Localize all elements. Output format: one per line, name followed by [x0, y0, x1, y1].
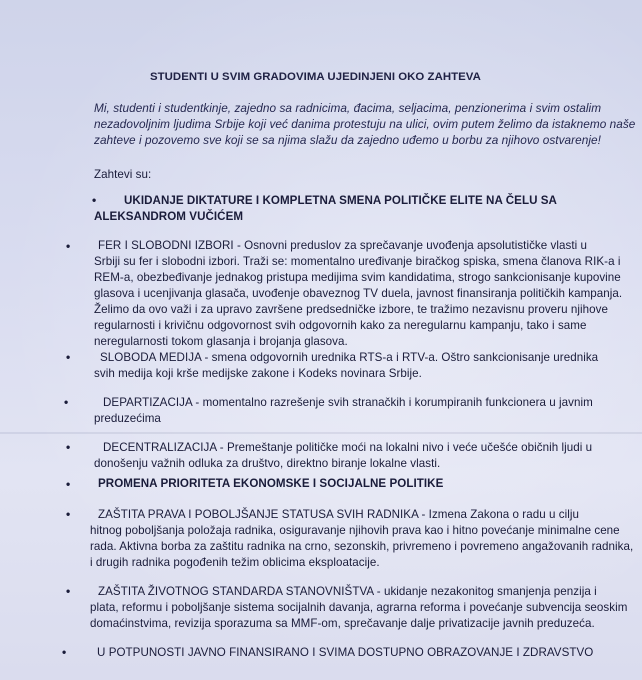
intro-line-3: zahteve i pozovemo sve koji se sa njima slažu da zajedno uđemo u borbu za njihovo ostvarenje!: [94, 133, 601, 147]
section1-heading-line-2: ALEKSANDROM VUČIĆEM: [94, 210, 244, 223]
item-izbori-line-1: FER I SLOBODNI IZBORI - Osnovni preduslov za sprečavanje uvođenja apsolutističke vlasti u: [98, 239, 588, 252]
item-departizacija-line-2: preduzećima: [94, 412, 161, 425]
item-standard-line-3: domaćinstvima, revizija sporazuma sa MMF-om, sprečavanje dalje privatizacije javnih preduzeća.: [90, 617, 595, 630]
item-decentralizacija-line-2: donošenju važnih odluka za društvo, direktno biranje lokalne vlasti.: [94, 457, 441, 470]
bullet: •: [64, 395, 69, 409]
item-standard-line-2: plata, reformu i poboljšanje sistema socijalnih davanja, agrarna reforma i povećanje subvencija seoskim: [90, 601, 628, 614]
item-decentralizacija-line-1: DECENTRALIZACIJA - Premeštanje političke moći na lokalni nivo i veće učešće običnih ljudi u: [103, 441, 593, 454]
section2-heading: PROMENA PRIORITETA EKONOMSKE I SOCIJALNE POLITIKE: [98, 477, 444, 490]
bullet: •: [66, 440, 71, 454]
zahtevi-label: Zahtevi su:: [94, 168, 152, 181]
item-obrazovanje-line-1: U POTPUNOSTI JAVNO FINANSIRANO I SVIMA DOSTUPNO OBRAZOVANJE I ZDRAVSTVO: [97, 646, 594, 659]
item-mediji-line-2: svih medija koji krše medijske zakone i Kodeks novinara Srbije.: [94, 367, 422, 380]
bullet: •: [66, 239, 71, 253]
item-izbori-line-3: REM-a, obezbeđivanje jednakog pristupa medijima svim kandidatima, strogo sankcionisanje kupovine: [94, 271, 621, 284]
document-title: STUDENTI U SVIM GRADOVIMA UJEDINJENI OKO ZAHTEVA: [150, 71, 481, 83]
bullet: •: [66, 350, 71, 364]
item-izbori-line-6: regularnosti i krivičnu odgovornost svih odgovornih kako za neregularnu kampanju, tako i same: [94, 319, 587, 332]
item-izbori-line-4: glasova i ucenjivanja glasača, uvođenje obaveznog TV duela, javnost finansiranja političkih kampanja.: [94, 287, 623, 300]
item-izbori-line-2: Srbiji su fer i slobodni izbori. Traži se: momentalno uređivanje biračkog spiska, smena članova RIK-a i: [94, 255, 621, 268]
item-mediji-line-1: SLOBODA MEDIJA - smena odgovornih urednika RTS-a i RTV-a. Oštro sankcionisanje urednika: [100, 351, 599, 364]
item-radnici-line-1: ZAŠTITA PRAVA I POBOLJŠANJE STATUSA SVIH RADNIKA - Izmena Zakona o radu u cilju: [98, 508, 579, 521]
intro-line-1: Mi, studenti i studentkinje, zajedno sa radnicima, đacima, seljacima, penzionerima i svim ostalim: [94, 101, 602, 115]
item-radnici-line-4: i drugih radnika pogođenih težim oblicima eksploatacije.: [90, 556, 380, 569]
item-radnici-line-2: hitnog poboljšanja položaja radnika, osiguravanje njihovih prava kao i hitno povećanje minimalne cene: [90, 524, 620, 537]
section1-heading-line-1: UKIDANJE DIKTATURE I KOMPLETNA SMENA POLITIČKE ELITE NA ČELU SA: [124, 194, 557, 207]
bullet: •: [66, 507, 71, 521]
item-departizacija-line-1: DEPARTIZACIJA - momentalno razrešenje svih stranačkih i korumpiranih funkcionera u javnim: [103, 396, 593, 409]
item-izbori-line-5: Želimo da ovo važi i za upravo završene predsedničke izbore, te tražimo nezavisnu proveru njihove: [94, 303, 608, 316]
intro-line-2: nezadovoljnim ljudima Srbije koji već danima protestuju na ulici, ovim putem želimo da istaknemo naše: [94, 117, 636, 131]
item-standard-line-1: ZAŠTITA ŽIVOTNOG STANDARDA STANOVNIŠTVA - ukidanje nezakonitog smanjenja penzija i: [98, 585, 597, 598]
paper-fold: [0, 432, 642, 434]
item-izbori-line-7: neregularnosti tokom glasanja i brojanja glasova.: [94, 335, 348, 348]
bullet: •: [66, 477, 71, 491]
item-radnici-line-3: rada. Aktivna borba za zaštitu radnika na crno, sezonskih, privremeno i povremeno angažovanih radnika,: [90, 540, 634, 553]
bullet: •: [66, 584, 71, 598]
bullet: •: [92, 193, 97, 207]
bullet: •: [62, 645, 67, 659]
